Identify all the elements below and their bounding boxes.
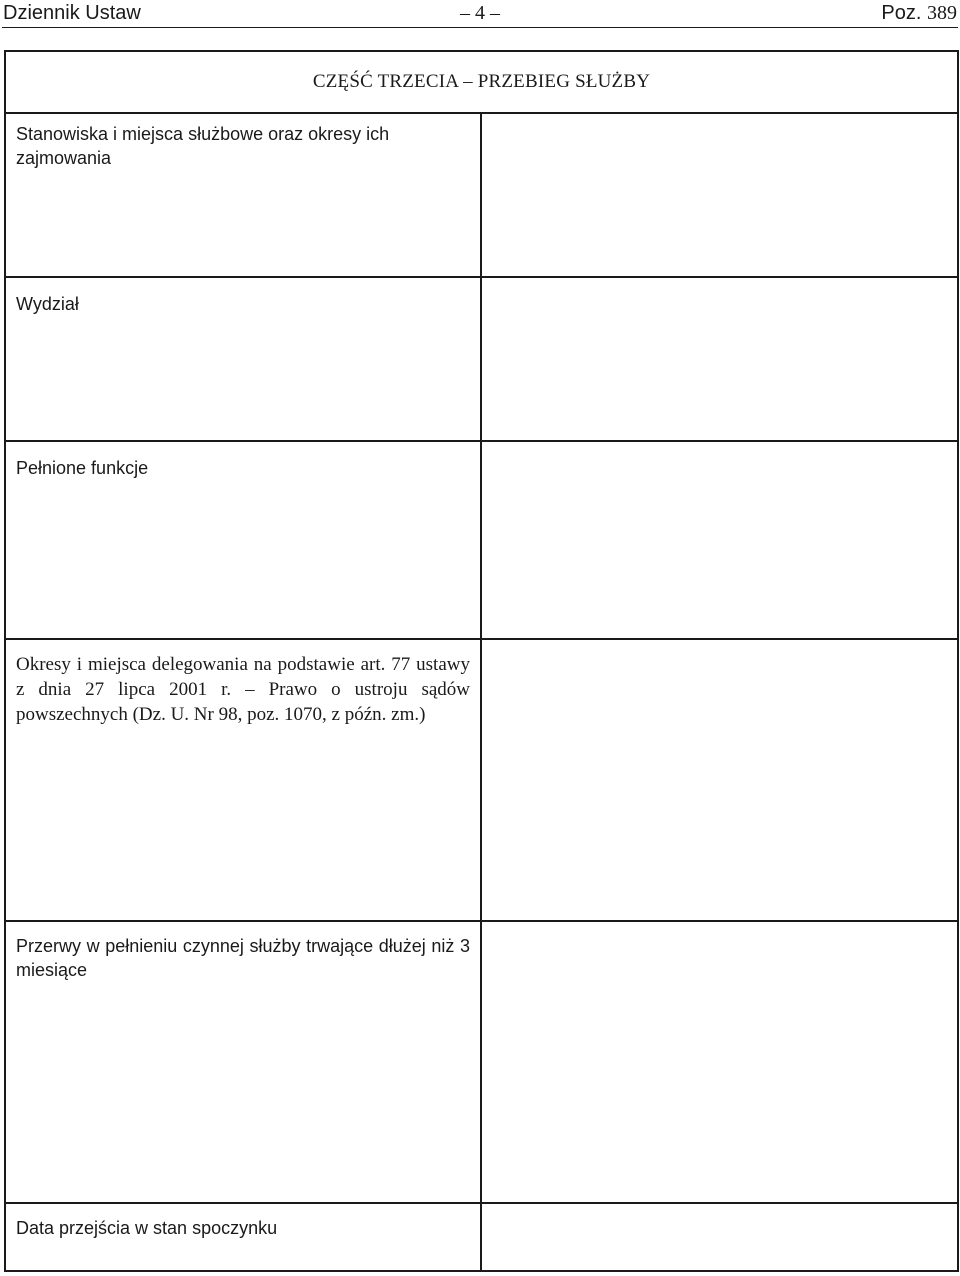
service-breaks-field[interactable] xyxy=(481,921,958,1203)
retirement-date-field[interactable] xyxy=(481,1203,958,1271)
delegation-label: Okresy i miejsca delegowania na podstawie art. 77 ustawy z dnia 27 lipca 2001 r. – Prawo o ustroju sądów powszechnych (Dz. U. Nr 98, poz. 1070, z późn. zm.) xyxy=(5,639,481,921)
header-divider xyxy=(2,27,958,28)
page-number: – 4 – xyxy=(460,2,500,24)
service-breaks-label: Przerwy w pełnieniu czynnej służby trwające dłużej niż 3 miesiące xyxy=(5,921,481,1203)
positions-field[interactable] xyxy=(481,113,958,277)
section-title: CZĘŚĆ TRZECIA – PRZEBIEG SŁUŻBY xyxy=(5,51,958,113)
department-label: Wydział xyxy=(5,277,481,441)
journal-name: Dziennik Ustaw xyxy=(3,2,141,24)
position-prefix: Poz. xyxy=(881,2,922,24)
functions-label: Pełnione funkcje xyxy=(5,441,481,639)
position-number: 389 xyxy=(927,2,957,24)
position-reference xyxy=(881,0,957,26)
page-header xyxy=(0,0,960,26)
retirement-date-label: Data przejścia w stan spoczynku xyxy=(5,1203,481,1271)
functions-field[interactable] xyxy=(481,441,958,639)
service-record-form xyxy=(4,50,959,1272)
department-field[interactable] xyxy=(481,277,958,441)
positions-label: Stanowiska i miejsca służbowe oraz okresy ich zajmowania xyxy=(5,113,481,277)
delegation-field[interactable] xyxy=(481,639,958,921)
